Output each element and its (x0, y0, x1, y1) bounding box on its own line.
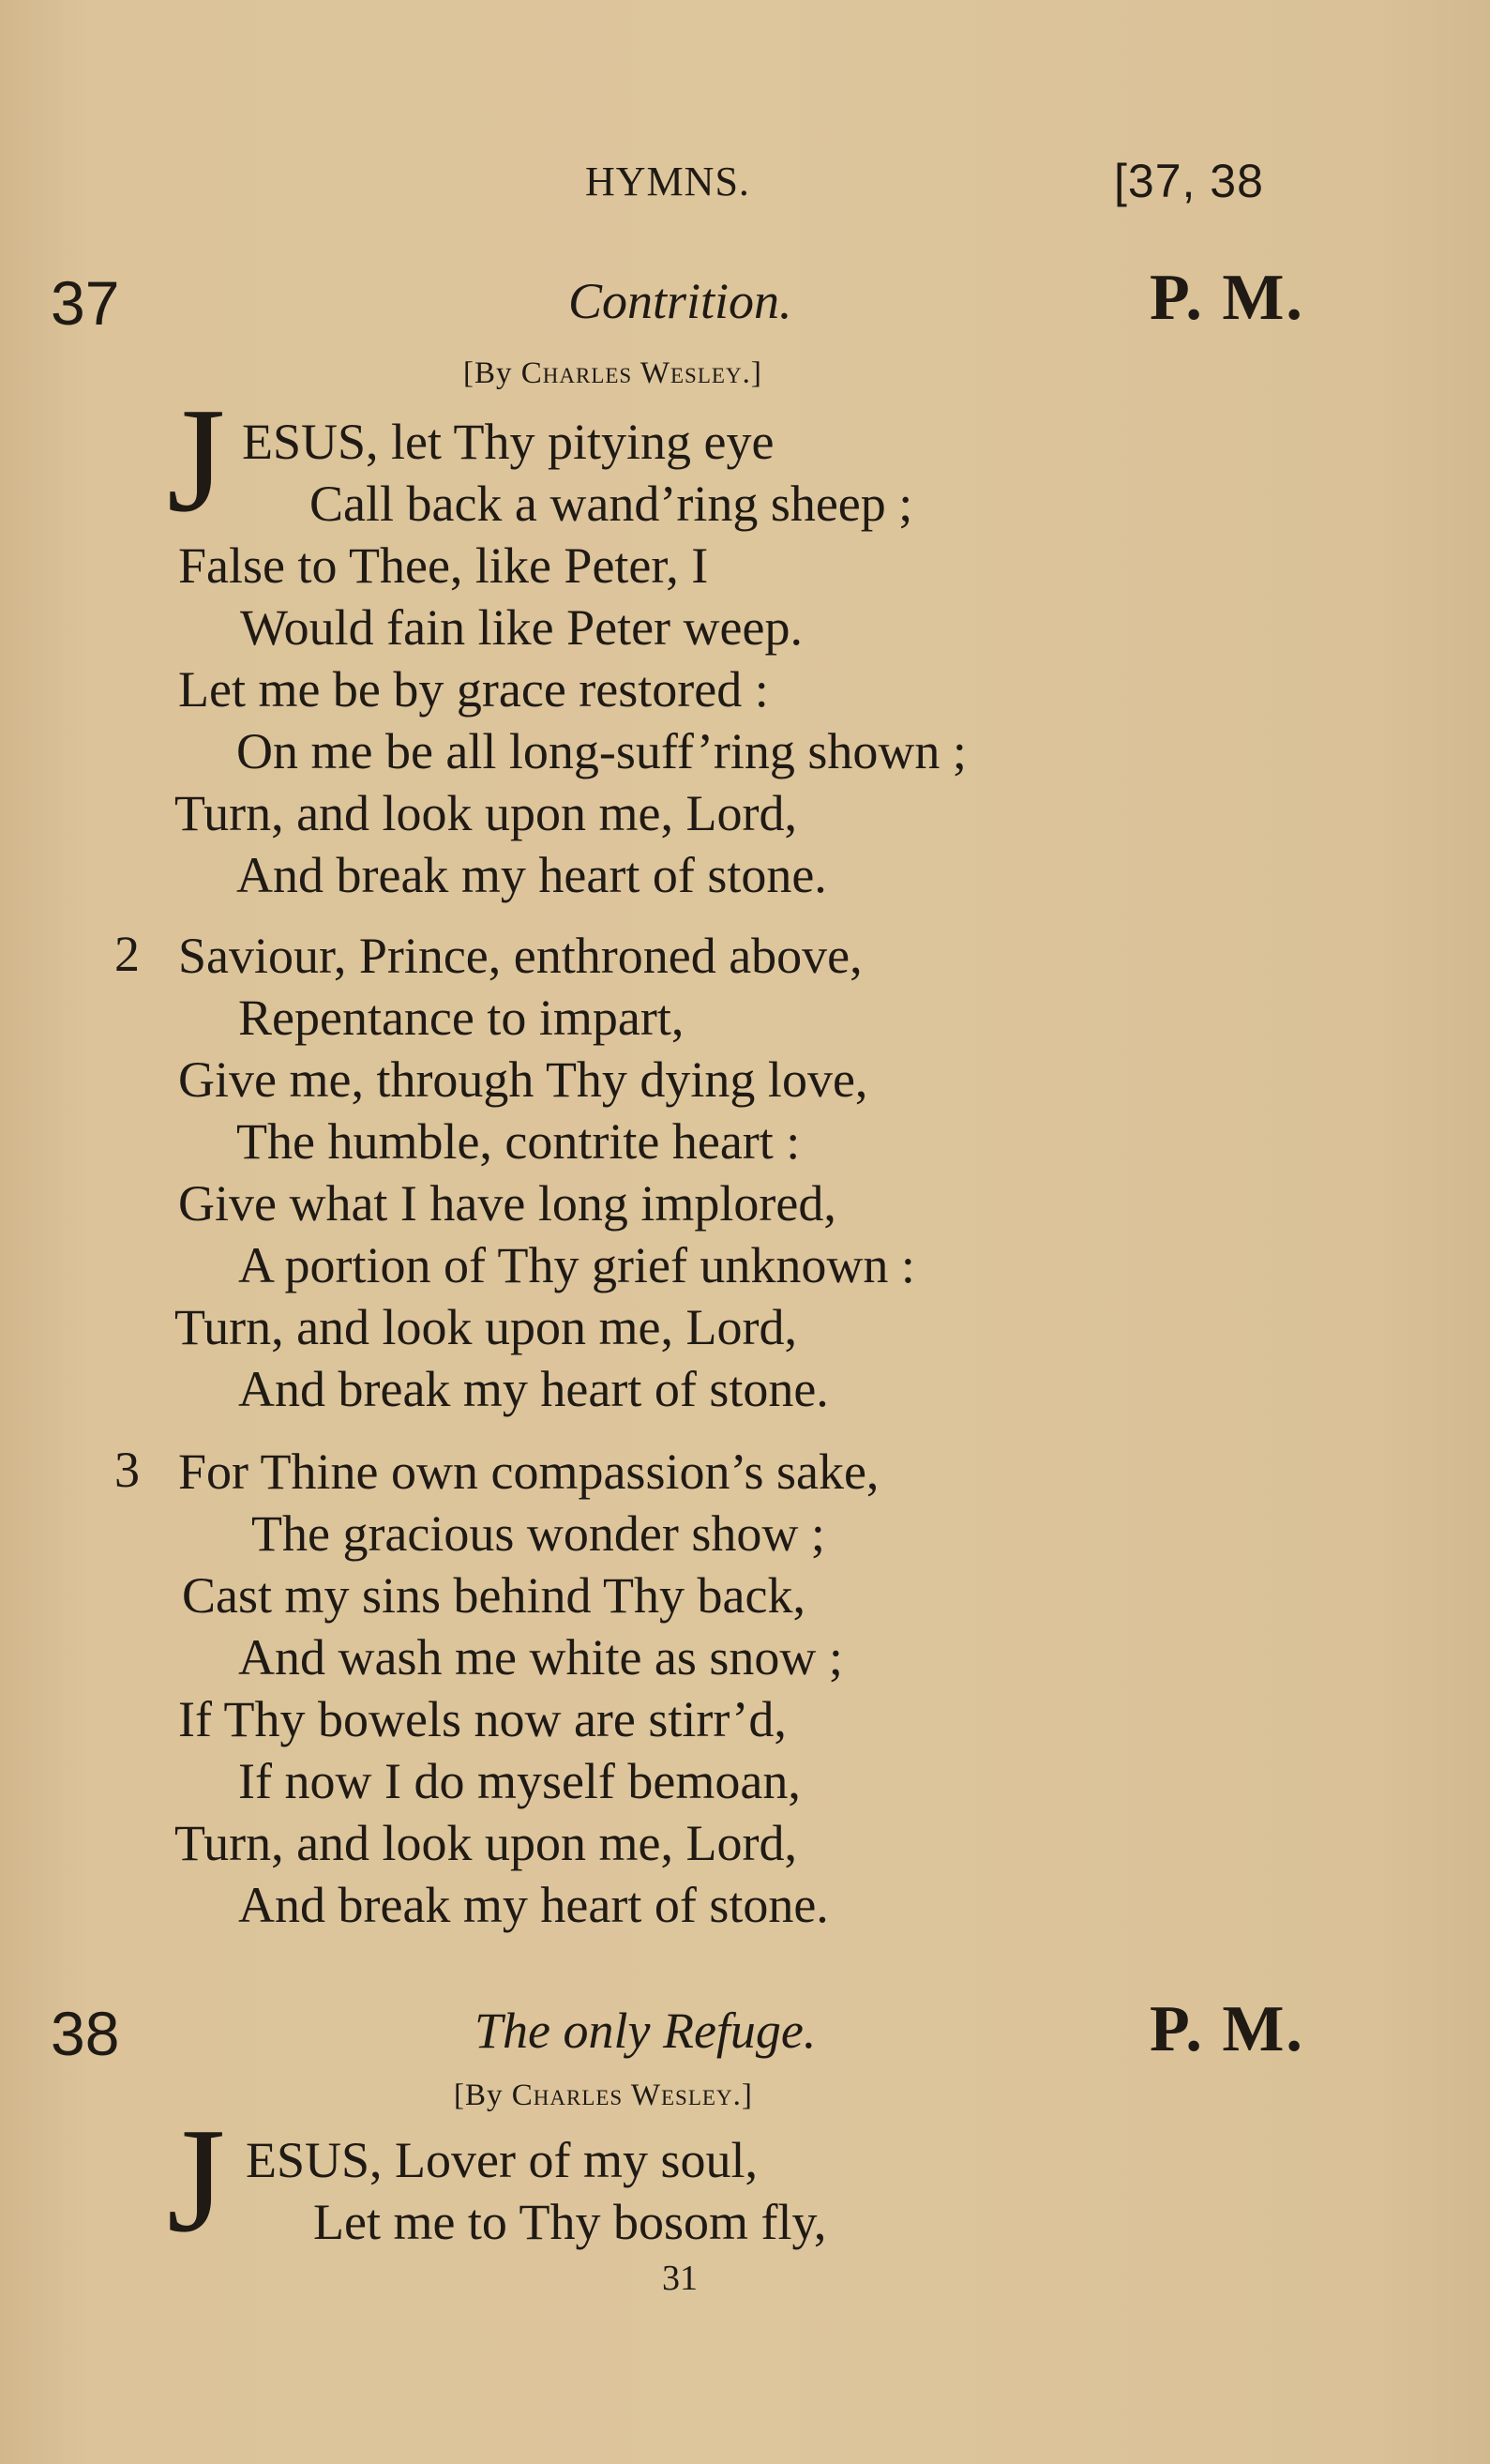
verse-line: The humble, contrite heart : (236, 1113, 801, 1170)
verse-line: And break my heart of stone. (238, 1877, 829, 1933)
author-prefix: [By (463, 356, 521, 390)
verse-line: For Thine own compassion’s sake, (178, 1444, 880, 1500)
verse-line: Let me to Thy bosom fly, (313, 2194, 827, 2250)
hymn-number: 38 (51, 1999, 120, 2068)
verse-line: And wash me white as snow ; (238, 1629, 843, 1685)
verse-line: Cast my sins behind Thy back, (182, 1567, 805, 1624)
verse-line: On me be all long-suff’ring shown ; (236, 723, 967, 779)
author-name: Charles Wesley (511, 2079, 733, 2112)
author-name: Charles Wesley (520, 356, 743, 390)
hymn-title: The only Refuge. (474, 2003, 817, 2059)
verse-line: Give what I have long implored, (178, 1175, 836, 1232)
drop-cap: J (167, 376, 226, 543)
verse-line: A portion of Thy grief unknown : (238, 1237, 915, 1293)
author-suffix: .] (742, 356, 762, 390)
author-credit (463, 356, 762, 391)
author-prefix: [By (454, 2079, 512, 2112)
hymn-range: [37, 38 (1114, 155, 1264, 207)
verse-line: ESUS, let Thy pitying eye (242, 414, 775, 470)
meter: P. M. (1150, 262, 1304, 334)
verse-line: Give me, through Thy dying love, (178, 1051, 868, 1108)
hymn-number: 37 (51, 268, 120, 338)
running-head: HYMNS. (585, 159, 750, 204)
drop-cap: J (167, 2096, 226, 2263)
verse-line: And break my heart of stone. (236, 847, 827, 903)
verse-line: If Thy bowels now are stirr’d, (178, 1691, 787, 1747)
verse-line: If now I do myself bemoan, (238, 1753, 801, 1809)
page-number: 31 (662, 2259, 698, 2298)
verse-number: 2 (114, 926, 140, 982)
verse-line: ESUS, Lover of my soul, (246, 2132, 758, 2188)
verse-line: Call back a wand’ring sheep ; (309, 476, 913, 532)
verse-number: 3 (114, 1442, 140, 1498)
author-suffix: .] (732, 2079, 753, 2112)
author-credit (454, 2079, 753, 2113)
verse-line: The gracious wonder show ; (251, 1505, 825, 1562)
verse-line: False to Thee, like Peter, I (178, 537, 709, 594)
verse-line: Saviour, Prince, enthroned above, (178, 928, 863, 984)
meter: P. M. (1150, 1993, 1304, 2065)
verse-line: And break my heart of stone. (238, 1361, 829, 1417)
hymn-title: Contrition. (568, 273, 792, 329)
verse-line: Let me be by grace restored : (178, 661, 769, 718)
verse-line: Turn, and look upon me, Lord, (174, 1815, 797, 1871)
verse-line: Repentance to impart, (238, 990, 685, 1046)
verse-line: Turn, and look upon me, Lord, (174, 785, 797, 841)
verse-line: Turn, and look upon me, Lord, (174, 1299, 797, 1355)
verse-line: Would fain like Peter weep. (240, 599, 803, 656)
